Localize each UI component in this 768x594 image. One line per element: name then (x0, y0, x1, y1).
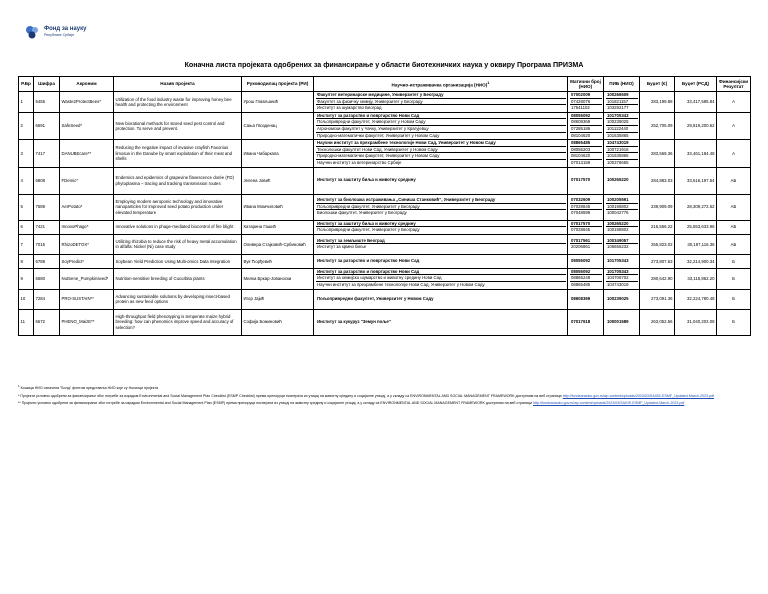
projects-table (18, 76, 751, 336)
row-budzet-rsd: 29,819,200.62 (675, 112, 717, 139)
row-pib-line: 100265220 (607, 177, 629, 183)
row-nio-line: Институт за крмно биље (317, 244, 367, 250)
row-naziv: New biorational methods for stored seed pest control and protection. To serve and prevent. (114, 112, 242, 139)
row-number: 2 (19, 112, 34, 139)
row-maticni-line: 07002009 (570, 92, 602, 99)
row-maticni-line: 07013159 (571, 159, 591, 165)
row-nio (314, 92, 568, 113)
row-pib-line: 100001589 (607, 318, 629, 324)
row-maticni-line: 08055092 (571, 257, 591, 263)
row-sifra: 6672 (34, 309, 60, 335)
row-pib-line: 100265220 (606, 221, 638, 228)
row-nio-line: Научни институт за прехрамбене технологије Нови Сад, Универзитет у Новом Саду (317, 281, 485, 287)
row-pib (604, 112, 640, 139)
header-budzet-rsd: Буџет (РСД) (675, 77, 717, 92)
row-pib-line: 100198802 (606, 204, 638, 211)
row-finansijski: АБ (717, 194, 751, 220)
header-nio (314, 77, 568, 92)
row-budzet-eur: 216,556.22 (640, 220, 675, 234)
row-pib-line: 101705343 (607, 257, 629, 263)
row-akronim: AerPotato* (60, 194, 114, 220)
row-number: 11 (19, 309, 34, 335)
row-maticni-line: 07285186 (570, 126, 602, 133)
row-budzet-rsd: 33,115,862.20 (675, 268, 717, 289)
row-budzet-rsd: 25,553,633.96 (675, 220, 717, 234)
row-finansijski: Б (717, 268, 751, 289)
table-row (19, 112, 751, 139)
row-budzet-eur: 280,642.90 (640, 268, 675, 289)
row-nio (314, 140, 568, 167)
row-finansijski: АБ (717, 220, 751, 234)
table-row (19, 140, 751, 167)
row-number: 8 (19, 254, 34, 268)
row-nio-line: Институт за ратарство и повртарство Нови Сад (316, 269, 566, 276)
row-nio-line: Природно-математички факултет, Универзитет у Новом Саду (316, 153, 566, 160)
row-rukovodilac: Милка Бркар-Јованоски (242, 268, 314, 289)
row-budzet-rsd: 33,417,585.84 (675, 92, 717, 113)
page-title: Коначна листа пројеката одобрених за финансирање у области биотехничких наука у оквиру Програма ПРИЗМА (184, 61, 584, 69)
row-pib (604, 194, 640, 220)
row-pib-line: 101821157 (606, 99, 638, 106)
row-maticni-line: 08865248 (570, 275, 602, 282)
row-maticni-line: 08055092 (570, 269, 602, 276)
row-naziv: Reducing the negative impact of invasive crayfish Faxonius limosus in the Danube by smart exploitation of their meat and shells (114, 140, 242, 167)
row-budzet-rsd: 33,616,197.54 (675, 167, 717, 194)
row-budzet-eur: 283,199.88 (640, 92, 675, 113)
row-nio-line: Пољопривредни факултет, Универзитет у Новом Саду (317, 295, 434, 301)
row-naziv: Innovative solutions in phage-mediated biocontrol of fire blight (114, 220, 242, 234)
row-budzet-eur: 273,091.36 (640, 289, 675, 309)
row-nio-line: Институт за шумарство Београд (317, 105, 382, 111)
row-nio-line: Институт за ратарство и повртарство Нови Сад (317, 257, 420, 263)
row-akronim: NutSene_Pumpkinseed* (60, 268, 114, 289)
row-akronim: RhizoDETOX* (60, 234, 114, 254)
row-pib (604, 268, 640, 289)
row-nio-line: Природно-математички факултет, Универзитет у Новом Саду (317, 132, 440, 138)
row-akronim: SafeSeed* (60, 112, 114, 139)
row-nio (314, 289, 568, 309)
row-sifra: 5455 (34, 92, 60, 113)
logo-line-2: Републике Србије (44, 33, 75, 37)
table-header-row (19, 77, 751, 92)
row-rukovodilac: Сања Гвозденац (242, 112, 314, 139)
footnotes (18, 384, 750, 408)
row-nio-line: Институт за земљиште Београд (316, 238, 566, 245)
note-double-star (18, 401, 750, 405)
row-nio-line: Пољопривредни факултет, Универзитет у Београду (316, 204, 566, 211)
row-maticni-line: 17541102 (571, 105, 590, 111)
row-maticni-line: 08865485 (571, 281, 591, 287)
header-pib: ПИБ (НИО) (604, 77, 640, 92)
row-maticni-line: 07048599 (571, 210, 591, 216)
row-pib-line: 100198802 (607, 227, 629, 233)
row-pib-line: 100239025 (607, 295, 629, 301)
note-single-star-link[interactable]: http://fondzanauku.gov.rs/wp-content/uploads/2023/03/SAIGE-ESMF_Updated-March-2023.pdf (562, 393, 715, 398)
row-finansijski: Б (717, 309, 751, 335)
row-maticni-line: 07017570 (570, 221, 602, 228)
row-nio (314, 309, 568, 335)
row-akronim: PRO-SUSTAIN** (60, 289, 114, 309)
row-finansijski: А (717, 140, 751, 167)
header-maticni: Матични број (НИО) (568, 77, 604, 92)
row-rukovodilac: Софија Божиновић (242, 309, 314, 335)
table-row (19, 254, 751, 268)
row-maticni (568, 254, 604, 268)
row-naziv: Utilizing rhizobia to reduce the risk of heavy metal accumulation in alfalfa: Nickel (Ni) case study (114, 234, 242, 254)
note-single-star (18, 394, 750, 398)
row-nio (314, 220, 568, 234)
header-akronim: Акроним (60, 77, 114, 92)
fund-logo (24, 24, 86, 40)
row-nio (314, 234, 568, 254)
row-pib-line: 100349057 (606, 238, 638, 245)
row-akronim: PHENO_MaizE** (60, 309, 114, 335)
table-row (19, 92, 751, 113)
row-maticni (568, 309, 604, 335)
table-row (19, 220, 751, 234)
row-budzet-eur: 284,883.03 (640, 167, 675, 194)
row-maticni-line: 08608369 (570, 119, 602, 126)
row-budzet-eur: 252,705.09 (640, 112, 675, 139)
row-maticni-line: 08104620 (571, 132, 591, 138)
header-sifra: Шифра (34, 77, 60, 92)
row-pib (604, 140, 640, 167)
row-number: 10 (19, 289, 34, 309)
note-double-star-text: ** Пројекти условно одобрени за финансирање због потребе за израдом Environmental and Social Management Plan (ESMP) према препоруци експерата из утицај на животну средину и социјалне утицај, а у складу са ENVIRONMENTAL AND SOCIAL MANAGEMENT FRAMEWORK доступним на веб страници (18, 401, 532, 405)
row-maticni (568, 140, 604, 167)
row-sifra: 6691 (34, 112, 60, 139)
row-sifra: 7417 (34, 140, 60, 167)
row-naziv: Utilization of the food industry waste for improving honey bee health and protecting the environment (114, 92, 242, 113)
header-rukovodilac: Руководилац пројекта (РИ) (242, 77, 314, 92)
row-maticni-line: 08104620 (570, 153, 602, 160)
row-maticni-line: 07017618 (571, 318, 591, 324)
row-maticni (568, 289, 604, 309)
row-number: 5 (19, 194, 34, 220)
row-nio-line: Институт за ратарство и повртарство Нови Сад (316, 113, 566, 120)
row-maticni-line: 07428076 (570, 99, 602, 106)
row-finansijski: АБ (717, 234, 751, 254)
row-pib-line: 103292177 (607, 105, 629, 111)
row-naziv: Employing modern aeroponic technology and innovative nanoparticles for improved seed potato production under elevated temperature (114, 194, 242, 220)
row-maticni (568, 268, 604, 289)
header-nio-label: Научно-истраживачка организација (НИО) (391, 82, 488, 88)
table-row (19, 309, 751, 335)
row-pib-line: 101122440 (606, 126, 638, 133)
row-finansijski: Б (717, 254, 751, 268)
row-finansijski: А (717, 112, 751, 139)
row-pib-line: 104743019 (607, 281, 629, 287)
row-nio-line: Агрономски факултет у Чачку, Универзитет у Крагујевцу (316, 126, 566, 133)
row-pib-line: 101705343 (606, 269, 638, 276)
row-pib-line: 101635865 (607, 132, 629, 138)
note-single-star-text: * Пројекти условно одобрени за финансирање због потребе за израдом Environmental and Social Management Plan Checklist (ESMP Checklist) према препоруци експерата из утицај на животну средину и социјалне утицај, а у складу са ENVIRONMENTAL AND SOCIAL MANAGEMENT FRAMEWORK доступним на веб страници (18, 393, 562, 398)
row-rukovodilac: Катарина Гашић (242, 220, 314, 234)
row-naziv: Soybean Yield Prediction Using Multi-omics Data Integration (114, 254, 242, 268)
row-maticni-line: 07017561 (570, 238, 602, 245)
row-rukovodilac: Ивана Чабаркапа (242, 140, 314, 167)
row-nio-line: Институт за заштиту биља и животну средину (317, 177, 416, 183)
row-finansijski: Б (717, 289, 751, 309)
row-maticni (568, 220, 604, 234)
row-naziv: Advancing sustainable solutions by developing insect-based protein as new feed options (114, 289, 242, 309)
header-rbr: Р.Бр (19, 77, 34, 92)
row-maticni (568, 234, 604, 254)
row-akronim: FDemic* (60, 167, 114, 194)
table-row (19, 167, 751, 194)
table-row (19, 194, 751, 220)
row-budzet-eur: 273,807.63 (640, 254, 675, 268)
row-akronim: SoyPredict* (60, 254, 114, 268)
header-finansijski: Финансијски Резултат (717, 77, 751, 92)
row-sifra: 7421 (34, 220, 60, 234)
footnote-1 (18, 384, 750, 391)
row-nio (314, 167, 568, 194)
row-budzet-rsd: 31,040,202.08 (675, 309, 717, 335)
row-budzet-rsd: 28,309,272.62 (675, 194, 717, 220)
row-naziv: Endemics and epidemics of grapevine flavescence dorée (FD) phytoplasma – tracing and tracking transmission routes (114, 167, 242, 194)
row-number: 7 (19, 234, 34, 254)
row-number: 9 (19, 268, 34, 289)
row-nio (314, 194, 568, 220)
row-sifra: 6808 (34, 167, 60, 194)
row-maticni-line: 08055092 (570, 113, 602, 120)
fund-logo-icon (24, 24, 40, 40)
row-finansijski: АБ (717, 167, 751, 194)
row-pib-line: 100266509 (606, 92, 638, 99)
row-naziv: Nutrition-sensitive breeding of Cucurbita plants (114, 268, 242, 289)
row-pib (604, 92, 640, 113)
table-row (19, 234, 751, 254)
row-sifra: 7589 (34, 194, 60, 220)
row-nio-line: Факултет за физичку хемију, Универзитет у Београду (316, 99, 566, 106)
row-nio (314, 268, 568, 289)
row-pib (604, 167, 640, 194)
row-budzet-eur: 255,823.02 (640, 234, 675, 254)
row-budzet-rsd: 32,214,900.34 (675, 254, 717, 268)
row-nio-line: Институт за кукуруз "Земун поље" (317, 318, 391, 324)
row-sifra: 7015 (34, 234, 60, 254)
row-rukovodilac: Ивана Момчиловић (242, 194, 314, 220)
table-row (19, 289, 751, 309)
header-nio-sup: 1 (487, 80, 490, 85)
row-pib-line: 106656232 (607, 244, 629, 250)
row-pib (604, 254, 640, 268)
row-maticni-line: 20206861 (571, 244, 591, 250)
row-maticni-line: 08865485 (570, 140, 602, 147)
row-nio-line: Факултет ветеринарске медицине, Универзитет у Београду (316, 92, 566, 99)
table-row (19, 268, 751, 289)
row-nio (314, 254, 568, 268)
row-sifra: 6788 (34, 254, 60, 268)
row-budzet-rsd: 30,187,116.36 (675, 234, 717, 254)
header-naziv: Назив пројекта (114, 77, 242, 92)
row-budzet-eur: 263,052.56 (640, 309, 675, 335)
row-maticni-line: 07017570 (571, 177, 591, 183)
row-rukovodilac: Урош Глављанић (242, 92, 314, 113)
row-akronim: Waste2ProtectBees* (60, 92, 114, 113)
row-nio-line: Биолошки факултет, Универзитет у Београду (317, 210, 407, 216)
row-nio (314, 112, 568, 139)
row-number: 1 (19, 92, 34, 113)
row-budzet-rsd: 32,224,780.48 (675, 289, 717, 309)
row-maticni (568, 167, 604, 194)
row-nio-line: Институт за биолошка истраживања „Синиша Станковић“, Универзитет у Београду (316, 197, 566, 204)
row-maticni-line: 07032609 (570, 197, 602, 204)
row-nio-line: Технолошки факултет Нови Сад, Универзитет у Новом Саду (316, 147, 566, 154)
row-nio-line: Научни институт за прехрамбене технологије Нови Сад, Универзитет у Новом Саду (316, 140, 566, 147)
row-budzet-eur: 283,569.36 (640, 140, 675, 167)
row-maticni-line: 07028845 (571, 227, 591, 233)
row-rukovodilac: Игор Јајић (242, 289, 314, 309)
row-budzet-rsd: 33,461,184.48 (675, 140, 717, 167)
logo-line-1: Фонд за науку (44, 26, 87, 32)
row-maticni (568, 194, 604, 220)
row-maticni-line: 08055203 (570, 147, 602, 154)
row-rukovodilac: Оливера Стајковић-Србиновић (242, 234, 314, 254)
row-pib-line: 104743019 (606, 140, 638, 147)
row-pib-line: 100721916 (606, 147, 638, 154)
row-pib-line: 100042776 (607, 210, 629, 216)
row-number: 3 (19, 140, 34, 167)
row-pib-line: 101635865 (606, 153, 638, 160)
row-maticni (568, 112, 604, 139)
row-pib (604, 220, 640, 234)
footnote-1-sup: 1 (18, 384, 20, 388)
row-nio-line: Пољопривредни факултет, Универзитет у Београду (317, 227, 420, 233)
row-pib-line: 100205591 (606, 197, 638, 204)
row-rukovodilac: Јелена Јовић (242, 167, 314, 194)
row-number: 6 (19, 220, 34, 234)
row-sifra: 7284 (34, 289, 60, 309)
row-budzet-eur: 239,909.09 (640, 194, 675, 220)
row-nio-line: Научни институт за ветеринарство Србије (317, 159, 402, 165)
row-number: 4 (19, 167, 34, 194)
row-pib (604, 234, 640, 254)
note-double-star-link[interactable]: http://fondzanauku.gov.rs/wp-content/uploads/2023/03/SAIGE-ESMF_Updated-March-2023.pdf (533, 401, 685, 405)
row-akronim: DANUBEcare** (60, 140, 114, 167)
row-maticni (568, 92, 604, 113)
row-naziv: High-throughput field phenotyping is temperate maize hybrid breeding: how can phenomics improve speed and accuracy of selection? (114, 309, 242, 335)
row-maticni-line: 07028845 (570, 204, 602, 211)
row-pib-line: 100239025 (606, 119, 638, 126)
row-pib (604, 309, 640, 335)
footnote-1-text: Кошица НИО означена "Болд" фонтом представља НИО које су Носиоци пројекта (20, 386, 158, 391)
row-pib (604, 289, 640, 309)
row-maticni-line: 08608369 (571, 295, 591, 301)
row-pib-line: 104706702 (606, 275, 638, 282)
header-budzet-eur: Буџет (€) (640, 77, 675, 92)
row-nio-line: Институт за хемијско шумарство и животну средину Нови Сад (316, 275, 566, 282)
row-akronim: InnovoPhage* (60, 220, 114, 234)
row-sifra: 6680 (34, 268, 60, 289)
row-pib-line: 100378665 (607, 159, 629, 165)
row-finansijski: А (717, 92, 751, 113)
row-pib-line: 101705343 (606, 113, 638, 120)
row-nio-line: Институт за заштиту биља и животну средину (316, 221, 566, 228)
row-nio-line: Пољопривредни факултет, Универзитет у Новом Саду (316, 119, 566, 126)
row-rukovodilac: Вук Ђорђевић (242, 254, 314, 268)
